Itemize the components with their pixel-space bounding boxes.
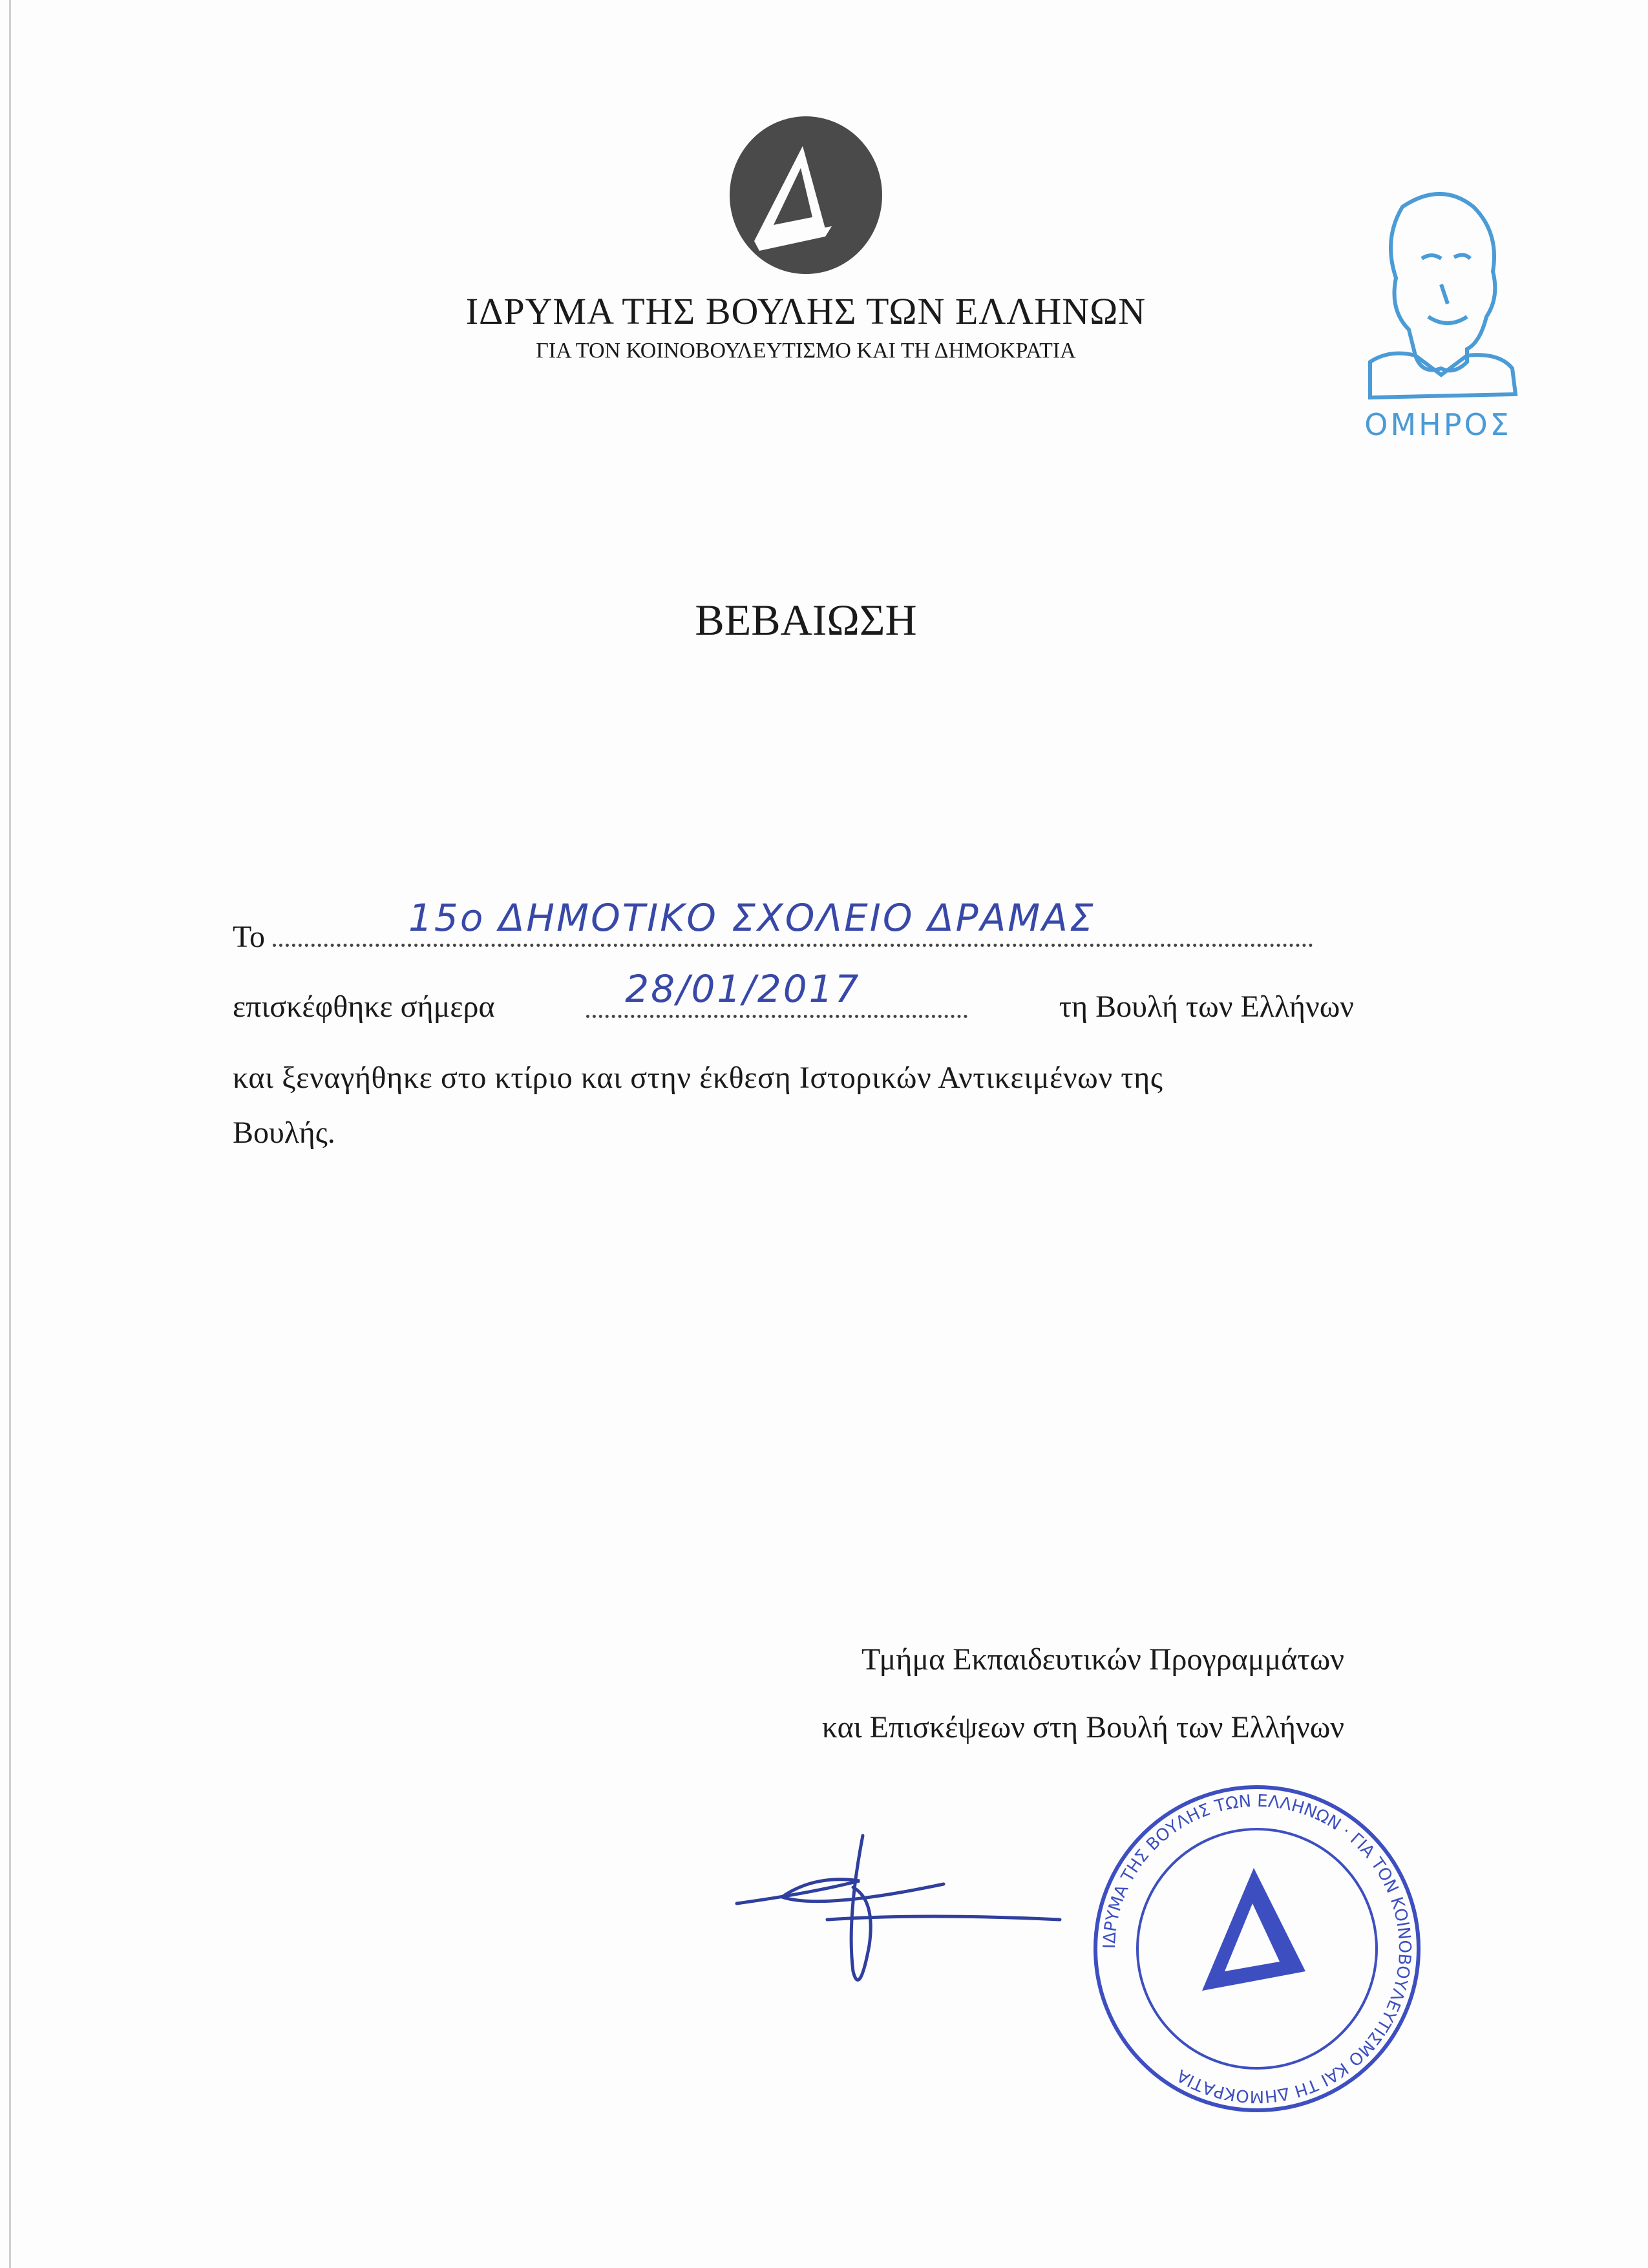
foundation-logo [728,115,883,275]
prefix-label: Το [233,920,266,954]
parliament-line: Βουλής. [233,1116,335,1150]
department-line-1: Τμήμα Εκπαιδευτικών Προγραμμάτων [861,1642,1344,1677]
org-name: ΙΔΡΥΜΑ ΤΗΣ ΒΟΥΛΗΣ ΤΩΝ ΕΛΛΗΝΩΝ [465,290,1146,332]
visited-label: επισκέφθηκε σήμερα [233,990,495,1024]
school-handwritten: 15ο ΔΗΜΟΤΙΚΟ ΣΧΟΛΕΙΟ ΔΡΑΜΑΣ [408,896,1095,940]
org-subtitle: ΓΙΑ ΤΟΝ ΚΟΙΝΟΒΟΥΛΕΥΤΙΣΜΟ ΚΑΙ ΤΗ ΔΗΜΟΚΡΑΤΙΑ [536,339,1076,363]
tour-line: και ξεναγήθηκε στο κτίριο και στην έκθεση Ιστορικών Αντικειμένων της [233,1061,1163,1095]
visited-suffix: τη Βουλή των Ελλήνων [1059,990,1354,1024]
official-seal [1092,1784,1422,2114]
visit-line [233,967,1354,1024]
date-handwritten: 28/01/2017 [625,967,861,1011]
date-field [586,967,967,1018]
handwritten-signature [730,1823,1066,2017]
seal-text: ΙΔΡΥΜΑ ΤΗΣ ΒΟΥΛΗΣ ΤΩΝ ΕΛΛΗΝΩΝ · ΓΙΑ ΤΟΝ ΚΟΙΝΟΒΟΥΛΕΥΤΙΣΜΟ ΚΑΙ ΤΗ ΔΗΜΟΚΡΑΤΙΑ [1099,1791,1415,2106]
school-field [273,896,1313,947]
school-line [233,896,1354,955]
department-line-2: και Επισκέψεων στη Βουλή των Ελλήνων [821,1710,1344,1744]
homer-stamp-label: ΟΜΗΡΟΣ [1364,407,1512,442]
document-title: ΒΕΒΑΙΩΣΗ [695,595,917,644]
